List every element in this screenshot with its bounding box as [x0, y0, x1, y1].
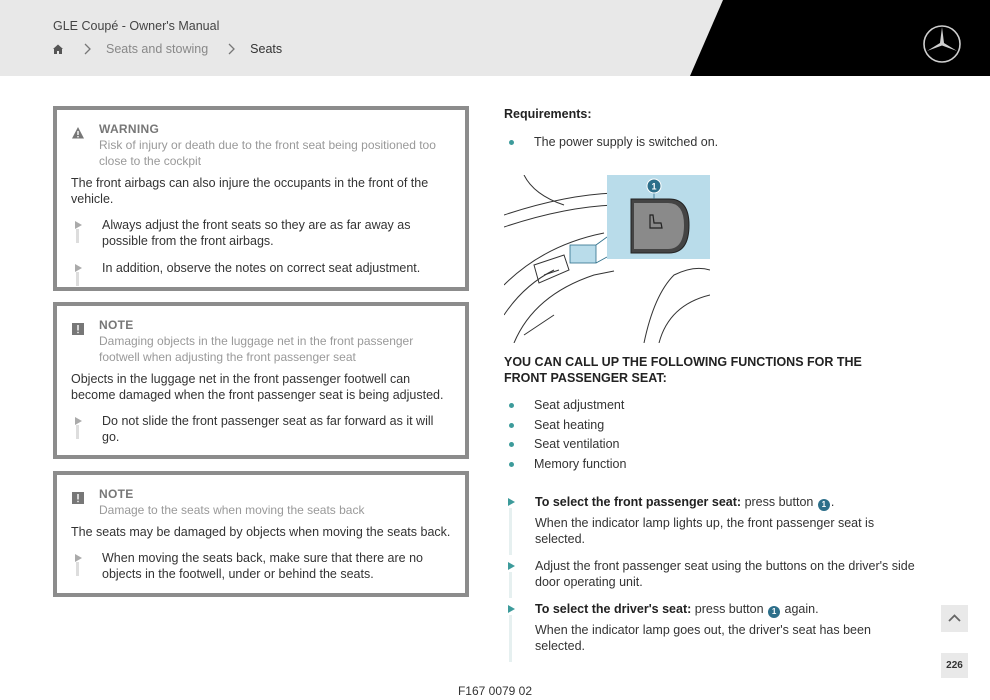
- scroll-to-top-button[interactable]: [941, 605, 968, 632]
- box-body: Objects in the luggage net in the front passenger footwell can become damaged when the front passenger seat is being adjusted.: [71, 372, 444, 402]
- box-header: [71, 122, 451, 169]
- arrow-bullet-icon: [508, 605, 515, 613]
- box-list: [71, 217, 451, 276]
- breadcrumb-link-seats-stowing[interactable]: Seats and stowing: [106, 42, 209, 56]
- chevron-up-icon: [941, 605, 968, 632]
- list-item: [71, 260, 451, 276]
- step-bold: To select the front passenger seat:: [535, 495, 742, 509]
- figure-code: F167 0079 02: [457, 684, 533, 698]
- list-item: [71, 413, 451, 445]
- arrow-bullet-icon: [75, 554, 82, 562]
- note-exclamation-icon: [71, 491, 85, 505]
- step-bar: [509, 615, 512, 662]
- box-type-label: NOTE: [99, 318, 134, 332]
- step-bar: [509, 508, 512, 555]
- box-list: [71, 550, 451, 582]
- mercedes-star-logo[interactable]: [922, 24, 962, 64]
- arrow-bullet-icon: [75, 264, 82, 272]
- list-item-text: Seat heating: [534, 417, 605, 432]
- home-icon[interactable]: [52, 43, 64, 55]
- list-item: [504, 397, 626, 413]
- list-item-text: Memory function: [534, 456, 627, 471]
- step-text-after: again.: [784, 602, 819, 616]
- requirements-list: [504, 134, 718, 150]
- step-item: [504, 558, 924, 590]
- step-text: press button: [694, 602, 764, 616]
- breadcrumb-current: Seats: [250, 42, 283, 56]
- bullet-dot: [509, 423, 514, 428]
- step-result: When the indicator lamp goes out, the driver's seat has been selected.: [535, 623, 871, 653]
- list-item-text: Do not slide the front passenger seat as far forward as it will go.: [102, 414, 434, 444]
- arrow-bullet-icon: [75, 221, 82, 229]
- step-bold: To select the driver's seat:: [535, 602, 692, 616]
- bullet-bar: [76, 272, 79, 286]
- warning-box: [53, 106, 469, 291]
- list-item-text: In addition, observe the notes on correct seat adjustment.: [102, 261, 421, 275]
- bullet-bar: [76, 229, 79, 243]
- box-header: [71, 318, 451, 365]
- step-line: [535, 494, 924, 511]
- box-type-label: NOTE: [99, 487, 134, 501]
- seat-button-illustration[interactable]: [504, 175, 710, 343]
- functions-heading: YOU CAN CALL UP THE FOLLOWING FUNCTIONS FOR THE FRONT PASSENGER SEAT:: [504, 355, 862, 385]
- instruction-steps: [504, 494, 924, 665]
- step-line: [535, 601, 924, 618]
- page-number: 226: [941, 653, 968, 678]
- bullet-bar: [76, 562, 79, 576]
- list-item: [71, 217, 451, 249]
- chevron-right-icon: [226, 43, 236, 55]
- list-item: [504, 417, 626, 433]
- list-item-text: Always adjust the front seats so they are as far away as possible from the front airbags.: [102, 218, 411, 248]
- box-subtitle: Damage to the seats when moving the seats back: [99, 503, 365, 517]
- list-item: [504, 436, 626, 452]
- box-type-label: WARNING: [99, 122, 160, 136]
- bullet-bar: [76, 425, 79, 439]
- bullet-dot: [509, 462, 514, 467]
- list-item-text: Seat adjustment: [534, 398, 625, 412]
- chevron-right-icon: [82, 43, 92, 55]
- step-bar: [509, 572, 512, 598]
- bullet-dot: [509, 442, 514, 447]
- box-body: The front airbags can also injure the occupants in the front of the vehicle.: [71, 176, 429, 206]
- note-box-luggage-net: [53, 302, 469, 459]
- box-subtitle: Damaging objects in the luggage net in the front passenger footwell when adjusting the front passenger seat: [99, 334, 414, 364]
- step-result: When the indicator lamp lights up, the front passenger seat is selected.: [535, 516, 875, 546]
- list-item: [504, 134, 718, 150]
- note-box-seats-back: [53, 471, 469, 597]
- box-body: The seats may be damaged by objects when moving the seats back.: [71, 525, 451, 539]
- box-subtitle: Risk of injury or death due to the front seat being positioned too close to the cockpit: [99, 138, 436, 168]
- functions-list: [504, 397, 626, 475]
- button-1-badge: 1: [818, 499, 830, 511]
- list-item-text: The power supply is switched on.: [534, 135, 719, 149]
- breadcrumb: [52, 42, 282, 56]
- step-item: [504, 494, 924, 547]
- box-header: [71, 487, 451, 518]
- requirements-label: Requirements:: [504, 107, 592, 121]
- step-text: press button: [744, 495, 814, 509]
- list-item: [71, 550, 451, 582]
- step-item: [504, 601, 924, 654]
- callout-number: 1: [651, 181, 657, 192]
- app-title: GLE Coupé - Owner's Manual: [53, 19, 220, 33]
- arrow-bullet-icon: [508, 562, 515, 570]
- arrow-bullet-icon: [75, 417, 82, 425]
- bullet-dot: [509, 403, 514, 408]
- arrow-bullet-icon: [508, 498, 515, 506]
- list-item-text: Seat ventilation: [534, 437, 620, 451]
- button-1-badge: 1: [768, 606, 780, 618]
- list-item-text: When moving the seats back, make sure that there are no objects in the footwell, under or behind the seats.: [102, 551, 424, 581]
- note-exclamation-icon: [71, 322, 85, 336]
- box-list: [71, 413, 451, 445]
- bullet-dot: [509, 140, 514, 145]
- step-line: Adjust the front passenger seat using the buttons on the driver's side door operating unit.: [535, 559, 915, 589]
- warning-triangle-icon: [71, 126, 85, 140]
- step-text-after: .: [830, 495, 835, 509]
- list-item: [504, 456, 626, 472]
